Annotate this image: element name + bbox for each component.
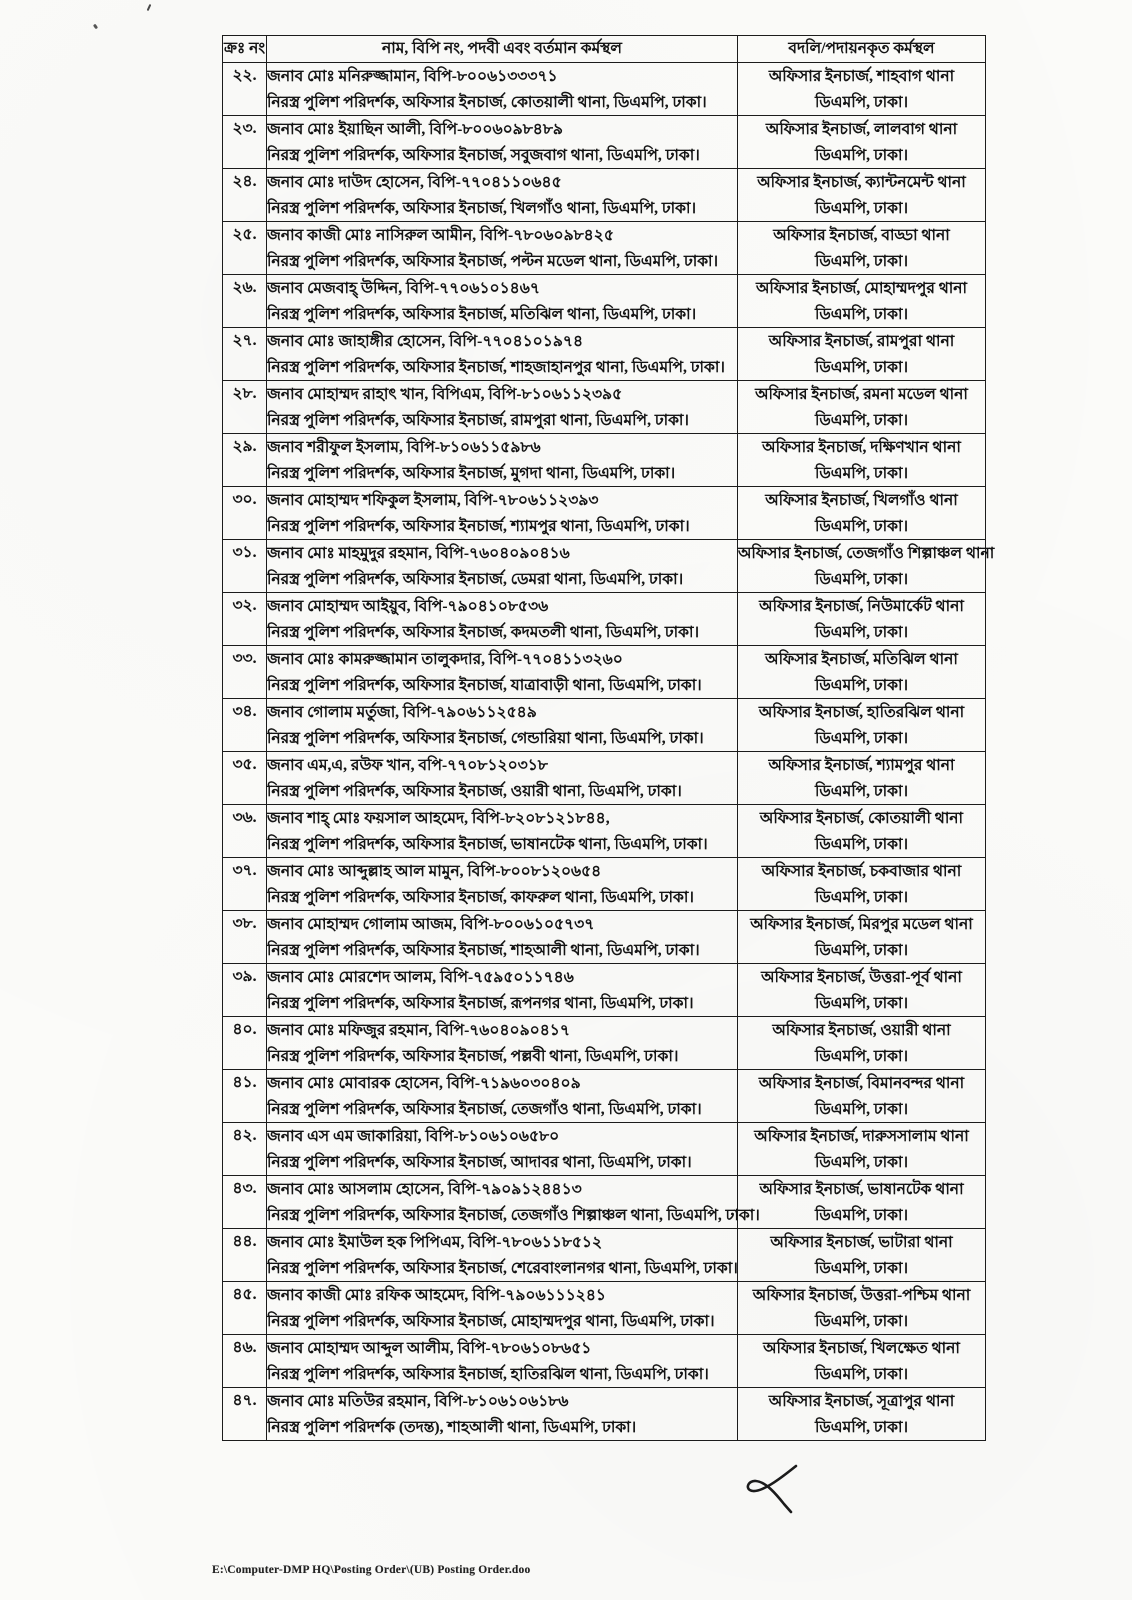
table-row bbox=[223, 275, 986, 328]
new-posting-dmp-line: ডিএমপি, ঢাকা। bbox=[814, 1366, 909, 1383]
table-row bbox=[223, 381, 986, 434]
officer-name-bp-line: জনাব মোহাম্মদ শফিকুল ইসলাম, বিপি-৭৮০৬১১২৩৯৩ bbox=[267, 492, 599, 509]
new-posting-line: অফিসার ইনচার্জ, লালবাগ থানা bbox=[765, 121, 958, 138]
new-posting-dmp-line: ডিএমপি, ঢাকা। bbox=[814, 94, 909, 111]
new-posting-line: অফিসার ইনচার্জ, দারুসসালাম থানা bbox=[754, 1128, 969, 1145]
serial-cell: ৩৮. bbox=[223, 911, 267, 964]
officer-name-bp-line: জনাব মোঃ মোরশেদ আলম, বিপি-৭৫৯৫০১১৭৪৬ bbox=[267, 969, 574, 986]
new-posting-line: অফিসার ইনচার্জ, শাহবাগ থানা bbox=[768, 68, 955, 85]
table-row bbox=[223, 1282, 986, 1335]
officer-name-bp-line: জনাব মোহাম্মদ আব্দুল আলীম, বিপি-৭৮০৬১০৮৬৫১ bbox=[267, 1340, 592, 1357]
new-posting-dmp-line: ডিএমপি, ঢাকা। bbox=[814, 306, 909, 323]
officer-current-post-line: নিরস্ত্র পুলিশ পরিদর্শক, অফিসার ইনচার্জ, ডেমরা থানা, ডিএমপি, ঢাকা। bbox=[267, 571, 684, 588]
new-posting-dmp-line: ডিএমপি, ঢাকা। bbox=[814, 1101, 909, 1118]
table-header bbox=[223, 36, 986, 63]
officer-current-post-line: নিরস্ত্র পুলিশ পরিদর্শক, অফিসার ইনচার্জ, আদাবর থানা, ডিএমপি, ঢাকা। bbox=[267, 1154, 692, 1171]
officer-current-post-line: নিরস্ত্র পুলিশ পরিদর্শক, অফিসার ইনচার্জ, শাহআলী থানা, ডিএমপি, ঢাকা। bbox=[267, 942, 700, 959]
new-posting-cell bbox=[738, 1229, 986, 1282]
handwritten-page-number-mark bbox=[740, 1458, 810, 1522]
serial-cell: ৪৩. bbox=[223, 1176, 267, 1229]
officer-cell bbox=[267, 328, 738, 381]
new-posting-line: অফিসার ইনচার্জ, ভাটারা থানা bbox=[770, 1234, 953, 1251]
new-posting-cell bbox=[738, 434, 986, 487]
officer-name-bp-line: জনাব কাজী মোঃ নাসিরুল আমীন, বিপি-৭৮০৬০৯৮৪২৫ bbox=[267, 227, 614, 244]
new-posting-cell bbox=[738, 328, 986, 381]
officer-current-post-line: নিরস্ত্র পুলিশ পরিদর্শক, অফিসার ইনচার্জ, ভাষানটেক থানা, ডিএমপি, ঢাকা। bbox=[267, 836, 708, 853]
header-serial: ক্রঃ নং bbox=[223, 36, 267, 63]
header-new-posting: বদলি/পদায়নকৃত কর্মস্থল bbox=[738, 36, 986, 63]
officer-cell bbox=[267, 1282, 738, 1335]
officer-name-bp-line: জনাব মোঃ ইমাউল হক পিপিএম, বিপি-৭৮০৬১১৮৫১২ bbox=[267, 1234, 603, 1251]
officer-cell bbox=[267, 1388, 738, 1441]
officer-current-post-line: নিরস্ত্র পুলিশ পরিদর্শক, অফিসার ইনচার্জ, তেজগাঁও থানা, ডিএমপি, ঢাকা। bbox=[267, 1101, 702, 1118]
serial-cell: ৩৪. bbox=[223, 699, 267, 752]
officer-name-bp-line: জনাব এস এম জাকারিয়া, বিপি-৮১০৬১০৬৫৮০ bbox=[267, 1128, 560, 1145]
serial-cell: ৪৬. bbox=[223, 1335, 267, 1388]
new-posting-line: অফিসার ইনচার্জ, তেজগাঁও শিল্পাঞ্চল থানা bbox=[738, 545, 995, 562]
officer-name-bp-line: জনাব মোঃ দাউদ হোসেন, বিপি-৭৭০৪১১০৬৪৫ bbox=[267, 174, 562, 191]
table-row bbox=[223, 328, 986, 381]
posting-order-table bbox=[222, 35, 995, 1441]
new-posting-dmp-line: ডিএমপি, ঢাকা। bbox=[814, 624, 909, 641]
new-posting-line: অফিসার ইনচার্জ, রমনা মডেল থানা bbox=[755, 386, 968, 403]
officer-name-bp-line: জনাব মোঃ আব্দুল্লাহ আল মামুন, বিপি-৮০০৮১২০৬৫৪ bbox=[267, 863, 602, 880]
table-row bbox=[223, 752, 986, 805]
new-posting-line: অফিসার ইনচার্জ, মোহাম্মদপুর থানা bbox=[756, 280, 967, 297]
serial-cell: ৩৩. bbox=[223, 646, 267, 699]
new-posting-line: অফিসার ইনচার্জ, ওয়ারী থানা bbox=[772, 1022, 951, 1039]
new-posting-cell bbox=[738, 805, 986, 858]
officer-cell bbox=[267, 699, 738, 752]
table-row bbox=[223, 805, 986, 858]
table-row bbox=[223, 169, 986, 222]
table-row bbox=[223, 1123, 986, 1176]
new-posting-cell bbox=[738, 858, 986, 911]
officer-cell bbox=[267, 1123, 738, 1176]
new-posting-cell bbox=[738, 540, 995, 593]
new-posting-dmp-line: ডিএমপি, ঢাকা। bbox=[814, 1260, 909, 1277]
new-posting-cell bbox=[738, 593, 986, 646]
new-posting-cell bbox=[738, 1070, 986, 1123]
new-posting-dmp-line: ডিএমপি, ঢাকা। bbox=[814, 1154, 909, 1171]
serial-cell: ৩০. bbox=[223, 487, 267, 540]
officer-name-bp-line: জনাব মোঃ মাহমুদুর রহমান, বিপি-৭৬০৪০৯০৪১৬ bbox=[267, 545, 570, 562]
pen-speck-icon bbox=[147, 4, 152, 11]
officer-name-bp-line: জনাব মোঃ মফিজুর রহমান, বিপি-৭৬০৪০৯০৪১৭ bbox=[267, 1022, 570, 1039]
new-posting-line: অফিসার ইনচার্জ, শ্যামপুর থানা bbox=[768, 757, 955, 774]
officer-name-bp-line: জনাব শাহ্‌ মোঃ ফয়সাল আহমেদ, বিপি-৮২০৮১২১৮৪৪, bbox=[267, 810, 610, 827]
table-row bbox=[223, 646, 986, 699]
table-row bbox=[223, 1229, 986, 1282]
new-posting-dmp-line: ডিএমপি, ঢাকা। bbox=[814, 412, 909, 429]
new-posting-dmp-line: ডিএমপি, ঢাকা। bbox=[814, 571, 909, 588]
officer-cell bbox=[267, 1335, 738, 1388]
serial-cell: ৪২. bbox=[223, 1123, 267, 1176]
officer-name-bp-line: জনাব মোঃ মোবারক হোসেন, বিপি-৭১৯৬০৩০৪০৯ bbox=[267, 1075, 581, 1092]
new-posting-dmp-line: ডিএমপি, ঢাকা। bbox=[814, 942, 909, 959]
officer-name-bp-line: জনাব মোহাম্মদ রাহাৎ খান, বিপিএম, বিপি-৮১০৬১১২৩৯৫ bbox=[267, 386, 623, 403]
serial-cell: ২৩. bbox=[223, 116, 267, 169]
serial-cell: ৩২. bbox=[223, 593, 267, 646]
new-posting-cell bbox=[738, 1123, 986, 1176]
officer-cell bbox=[267, 646, 738, 699]
new-posting-dmp-line: ডিএমপি, ঢাকা। bbox=[814, 1048, 909, 1065]
officer-name-bp-line: জনাব মোহাম্মদ গোলাম আজম, বিপি-৮০০৬১০৫৭৩৭ bbox=[267, 916, 595, 933]
serial-cell: ৪০. bbox=[223, 1017, 267, 1070]
officer-current-post-line: নিরস্ত্র পুলিশ পরিদর্শক, অফিসার ইনচার্জ, পল্টন মডেল থানা, ডিএমপি, ঢাকা। bbox=[267, 253, 719, 270]
officer-name-bp-line: জনাব গোলাম মর্তুজা, বিপি-৭৯০৬১১২৫৪৯ bbox=[267, 704, 537, 721]
new-posting-line: অফিসার ইনচার্জ, কোতয়ালী থানা bbox=[759, 810, 964, 827]
new-posting-cell bbox=[738, 275, 986, 328]
table-row bbox=[223, 593, 986, 646]
posting-table-body bbox=[223, 63, 995, 1441]
new-posting-dmp-line: ডিএমপি, ঢাকা। bbox=[814, 253, 909, 270]
serial-cell: ৩১. bbox=[223, 540, 267, 593]
table-row bbox=[223, 116, 986, 169]
new-posting-dmp-line: ডিএমপি, ঢাকা। bbox=[814, 1207, 909, 1224]
new-posting-cell bbox=[738, 646, 986, 699]
officer-cell bbox=[267, 169, 738, 222]
serial-cell: ৩৭. bbox=[223, 858, 267, 911]
officer-cell bbox=[267, 1017, 738, 1070]
officer-current-post-line: নিরস্ত্র পুলিশ পরিদর্শক, অফিসার ইনচার্জ, শাহজাহানপুর থানা, ডিএমপি, ঢাকা। bbox=[267, 359, 725, 376]
new-posting-cell bbox=[738, 487, 986, 540]
new-posting-line: অফিসার ইনচার্জ, উত্তরা-পূর্ব থানা bbox=[761, 969, 962, 986]
table-row bbox=[223, 1176, 986, 1229]
officer-cell bbox=[267, 964, 738, 1017]
new-posting-cell bbox=[738, 222, 986, 275]
officer-current-post-line: নিরস্ত্র পুলিশ পরিদর্শক, অফিসার ইনচার্জ, শ্যামপুর থানা, ডিএমপি, ঢাকা। bbox=[267, 518, 690, 535]
serial-cell: ৩৯. bbox=[223, 964, 267, 1017]
officer-name-bp-line: জনাব মোঃ আসলাম হোসেন, বিপি-৭৯০৯১২৪৪১৩ bbox=[267, 1181, 582, 1198]
table-row bbox=[223, 858, 986, 911]
officer-current-post-line: নিরস্ত্র পুলিশ পরিদর্শক, অফিসার ইনচার্জ, তেজগাঁও শিল্পাঞ্চল থানা, ডিএমপি, ঢাকা। bbox=[267, 1207, 760, 1224]
header-row bbox=[223, 36, 986, 63]
new-posting-dmp-line: ডিএমপি, ঢাকা। bbox=[814, 1313, 909, 1330]
new-posting-line: অফিসার ইনচার্জ, মতিঝিল থানা bbox=[765, 651, 958, 668]
table-row bbox=[223, 63, 986, 116]
officer-current-post-line: নিরস্ত্র পুলিশ পরিদর্শক, অফিসার ইনচার্জ, মুগদা থানা, ডিএমপি, ঢাকা। bbox=[267, 465, 676, 482]
officer-cell bbox=[267, 752, 738, 805]
new-posting-line: অফিসার ইনচার্জ, মিরপুর মডেল থানা bbox=[750, 916, 973, 933]
pen-speck-icon bbox=[93, 24, 98, 30]
new-posting-dmp-line: ডিএমপি, ঢাকা। bbox=[814, 465, 909, 482]
officer-current-post-line: নিরস্ত্র পুলিশ পরিদর্শক (তদন্ত), শাহআলী থানা, ডিএমপি, ঢাকা। bbox=[267, 1419, 637, 1436]
new-posting-line: অফিসার ইনচার্জ, উত্তরা-পশ্চিম থানা bbox=[752, 1287, 971, 1304]
officer-name-bp-line: জনাব মোঃ মনিরুজ্জামান, বিপি-৮০০৬১৩৩৩৭১ bbox=[267, 68, 558, 85]
officer-name-bp-line: জনাব এম,এ, রউফ খান, বপি-৭৭০৮১২০৩১৮ bbox=[267, 757, 548, 774]
table-row bbox=[223, 487, 986, 540]
new-posting-line: অফিসার ইনচার্জ, বিমানবন্দর থানা bbox=[758, 1075, 965, 1092]
new-posting-line: অফিসার ইনচার্জ, সূত্রাপুর থানা bbox=[768, 1393, 955, 1410]
officer-cell bbox=[267, 222, 738, 275]
serial-cell: ৩৫. bbox=[223, 752, 267, 805]
new-posting-line: অফিসার ইনচার্জ, ক্যান্টনমেন্ট থানা bbox=[757, 174, 966, 191]
officer-current-post-line: নিরস্ত্র পুলিশ পরিদর্শক, অফিসার ইনচার্জ, কোতয়ালী থানা, ডিএমপি, ঢাকা। bbox=[267, 94, 707, 111]
officer-current-post-line: নিরস্ত্র পুলিশ পরিদর্শক, অফিসার ইনচার্জ, কদমতলী থানা, ডিএমপি, ঢাকা। bbox=[267, 624, 700, 641]
officer-name-bp-line: জনাব মোঃ কামরুজ্জামান তালুকদার, বিপি-৭৭০৪১১৩২৬০ bbox=[267, 651, 623, 668]
new-posting-cell bbox=[738, 169, 986, 222]
new-posting-cell bbox=[738, 1388, 986, 1441]
new-posting-dmp-line: ডিএমপি, ঢাকা। bbox=[814, 889, 909, 906]
officer-name-bp-line: জনাব শরীফুল ইসলাম, বিপি-৮১০৬১১৫৯৮৬ bbox=[267, 439, 541, 456]
new-posting-line: অফিসার ইনচার্জ, নিউমার্কেট থানা bbox=[759, 598, 964, 615]
table-row bbox=[223, 540, 986, 593]
new-posting-dmp-line: ডিএমপি, ঢাকা। bbox=[814, 730, 909, 747]
document-footer-file-path: E:\Computer-DMP HQ\Posting Order\(UB) Posting Order.doo bbox=[212, 1564, 531, 1576]
officer-current-post-line: নিরস্ত্র পুলিশ পরিদর্শক, অফিসার ইনচার্জ, খিলগাঁও থানা, ডিএমপি, ঢাকা। bbox=[267, 200, 697, 217]
new-posting-cell bbox=[738, 1282, 986, 1335]
serial-cell: ৪৫. bbox=[223, 1282, 267, 1335]
table-row bbox=[223, 699, 986, 752]
new-posting-dmp-line: ডিএমপি, ঢাকা। bbox=[814, 518, 909, 535]
new-posting-dmp-line: ডিএমপি, ঢাকা। bbox=[814, 836, 909, 853]
new-posting-line: অফিসার ইনচার্জ, রামপুরা থানা bbox=[768, 333, 955, 350]
new-posting-cell bbox=[738, 116, 986, 169]
officer-cell bbox=[267, 1070, 738, 1123]
officer-name-bp-line: জনাব মোঃ জাহাঙ্গীর হোসেন, বিপি-৭৭০৪১০১৯৭৪ bbox=[267, 333, 584, 350]
officer-name-bp-line: জনাব মোঃ ইয়াছিন আলী, বিপি-৮০০৬০৯৮৪৮৯ bbox=[267, 121, 563, 138]
officer-cell bbox=[267, 911, 738, 964]
officer-current-post-line: নিরস্ত্র পুলিশ পরিদর্শক, অফিসার ইনচার্জ, ওয়ারী থানা, ডিএমপি, ঢাকা। bbox=[267, 783, 682, 800]
officer-cell bbox=[267, 1176, 760, 1229]
officer-current-post-line: নিরস্ত্র পুলিশ পরিদর্শক, অফিসার ইনচার্জ, হাতিরঝিল থানা, ডিএমপি, ঢাকা। bbox=[267, 1366, 709, 1383]
table-row bbox=[223, 1017, 986, 1070]
new-posting-dmp-line: ডিএমপি, ঢাকা। bbox=[814, 1419, 909, 1436]
officer-current-post-line: নিরস্ত্র পুলিশ পরিদর্শক, অফিসার ইনচার্জ, মোহাম্মদপুর থানা, ডিএমপি, ঢাকা। bbox=[267, 1313, 715, 1330]
serial-cell: ২২. bbox=[223, 63, 267, 116]
officer-cell bbox=[267, 1229, 738, 1282]
serial-cell: ২৭. bbox=[223, 328, 267, 381]
officer-cell bbox=[267, 63, 738, 116]
header-name-designation: নাম, বিপি নং, পদবী এবং বর্তমান কর্মস্থল bbox=[267, 36, 738, 63]
officer-current-post-line: নিরস্ত্র পুলিশ পরিদর্শক, অফিসার ইনচার্জ, রূপনগর থানা, ডিএমপি, ঢাকা। bbox=[267, 995, 694, 1012]
serial-cell: ৪১. bbox=[223, 1070, 267, 1123]
officer-cell bbox=[267, 116, 738, 169]
serial-cell: ২৪. bbox=[223, 169, 267, 222]
officer-current-post-line: নিরস্ত্র পুলিশ পরিদর্শক, অফিসার ইনচার্জ, যাত্রাবাড়ী থানা, ডিএমপি, ঢাকা। bbox=[267, 677, 702, 694]
officer-current-post-line: নিরস্ত্র পুলিশ পরিদর্শক, অফিসার ইনচার্জ, কাফরুল থানা, ডিএমপি, ঢাকা। bbox=[267, 889, 694, 906]
new-posting-line: অফিসার ইনচার্জ, ভাষানটেক থানা bbox=[759, 1181, 964, 1198]
officer-current-post-line: নিরস্ত্র পুলিশ পরিদর্শক, অফিসার ইনচার্জ, শেরেবাংলানগর থানা, ডিএমপি, ঢাকা। bbox=[267, 1260, 738, 1277]
officer-name-bp-line: জনাব মেজবাহ্‌ উদ্দিন, বিপি-৭৭০৬১০১৪৬৭ bbox=[267, 280, 540, 297]
new-posting-cell bbox=[738, 63, 986, 116]
officer-current-post-line: নিরস্ত্র পুলিশ পরিদর্শক, অফিসার ইনচার্জ, গেন্ডারিয়া থানা, ডিএমপি, ঢাকা। bbox=[267, 730, 704, 747]
officer-current-post-line: নিরস্ত্র পুলিশ পরিদর্শক, অফিসার ইনচার্জ, মতিঝিল থানা, ডিএমপি, ঢাকা। bbox=[267, 306, 697, 323]
new-posting-line: অফিসার ইনচার্জ, চকবাজার থানা bbox=[761, 863, 962, 880]
new-posting-dmp-line: ডিএমপি, ঢাকা। bbox=[814, 147, 909, 164]
serial-cell: ৩৬. bbox=[223, 805, 267, 858]
new-posting-dmp-line: ডিএমপি, ঢাকা। bbox=[814, 200, 909, 217]
officer-cell bbox=[267, 540, 738, 593]
officer-cell bbox=[267, 381, 738, 434]
officer-current-post-line: নিরস্ত্র পুলিশ পরিদর্শক, অফিসার ইনচার্জ, সবুজবাগ থানা, ডিএমপি, ঢাকা। bbox=[267, 147, 700, 164]
officer-cell bbox=[267, 858, 738, 911]
officer-cell bbox=[267, 593, 738, 646]
table-row bbox=[223, 911, 986, 964]
new-posting-line: অফিসার ইনচার্জ, হাতিরঝিল থানা bbox=[758, 704, 965, 721]
new-posting-cell bbox=[738, 1335, 986, 1388]
officer-current-post-line: নিরস্ত্র পুলিশ পরিদর্শক, অফিসার ইনচার্জ, পল্লবী থানা, ডিএমপি, ঢাকা। bbox=[267, 1048, 679, 1065]
new-posting-cell bbox=[738, 699, 986, 752]
new-posting-line: অফিসার ইনচার্জ, খিলগাঁও থানা bbox=[765, 492, 958, 509]
table-row bbox=[223, 222, 986, 275]
new-posting-cell bbox=[738, 964, 986, 1017]
new-posting-line: অফিসার ইনচার্জ, বাড্ডা থানা bbox=[773, 227, 950, 244]
new-posting-dmp-line: ডিএমপি, ঢাকা। bbox=[814, 677, 909, 694]
officer-name-bp-line: জনাব কাজী মোঃ রফিক আহমেদ, বিপি-৭৯০৬১১১২৪১ bbox=[267, 1287, 606, 1304]
officer-cell bbox=[267, 434, 738, 487]
serial-cell: ৪৪. bbox=[223, 1229, 267, 1282]
officer-current-post-line: নিরস্ত্র পুলিশ পরিদর্শক, অফিসার ইনচার্জ, রামপুরা থানা, ডিএমপি, ঢাকা। bbox=[267, 412, 689, 429]
officer-cell bbox=[267, 805, 738, 858]
serial-cell: ৪৭. bbox=[223, 1388, 267, 1441]
serial-cell: ২৫. bbox=[223, 222, 267, 275]
table-row bbox=[223, 964, 986, 1017]
new-posting-cell bbox=[738, 911, 986, 964]
new-posting-cell bbox=[738, 381, 986, 434]
table-row bbox=[223, 1335, 986, 1388]
new-posting-dmp-line: ডিএমপি, ঢাকা। bbox=[814, 359, 909, 376]
new-posting-line: অফিসার ইনচার্জ, খিলক্ষেত থানা bbox=[763, 1340, 960, 1357]
new-posting-cell bbox=[738, 1176, 986, 1229]
officer-name-bp-line: জনাব মোহাম্মদ আইয়ুব, বিপি-৭৯০৪১০৮৫৩৬ bbox=[267, 598, 549, 615]
officer-cell bbox=[267, 487, 738, 540]
new-posting-cell bbox=[738, 752, 986, 805]
table-row bbox=[223, 1388, 986, 1441]
table-row bbox=[223, 1070, 986, 1123]
serial-cell: ২৬. bbox=[223, 275, 267, 328]
serial-cell: ২৯. bbox=[223, 434, 267, 487]
officer-cell bbox=[267, 275, 738, 328]
table-row bbox=[223, 434, 986, 487]
new-posting-dmp-line: ডিএমপি, ঢাকা। bbox=[814, 995, 909, 1012]
officer-name-bp-line: জনাব মোঃ মতিউর রহমান, বিপি-৮১০৬১০৬১৮৬ bbox=[267, 1393, 569, 1410]
new-posting-dmp-line: ডিএমপি, ঢাকা। bbox=[814, 783, 909, 800]
serial-cell: ২৮. bbox=[223, 381, 267, 434]
new-posting-line: অফিসার ইনচার্জ, দক্ষিণখান থানা bbox=[762, 439, 961, 456]
new-posting-cell bbox=[738, 1017, 986, 1070]
